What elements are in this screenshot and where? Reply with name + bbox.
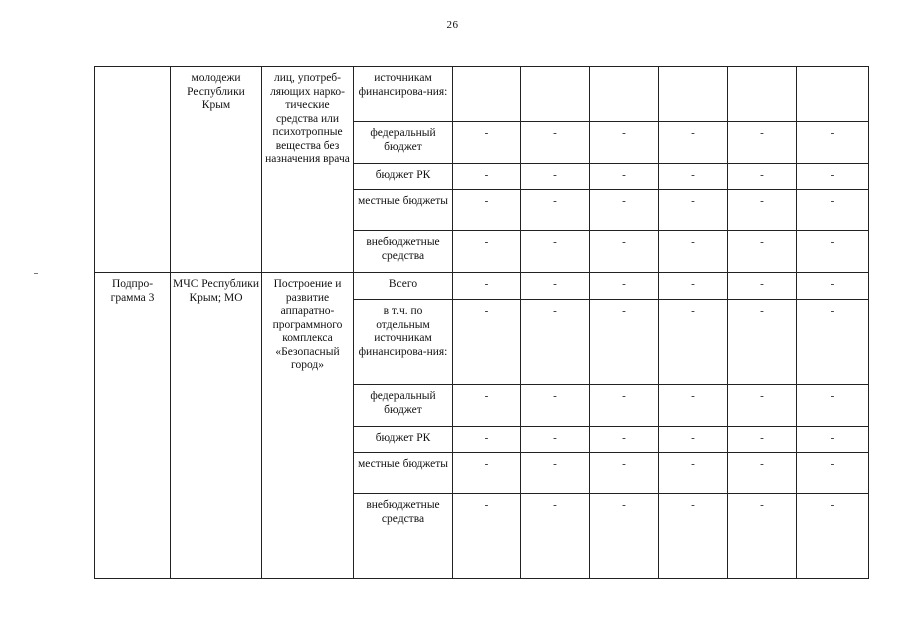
table-row bbox=[95, 67, 869, 122]
value-cell: - bbox=[797, 385, 869, 427]
value-cell: - bbox=[659, 164, 728, 190]
value-cell: - bbox=[590, 273, 659, 300]
value-cell: - bbox=[590, 453, 659, 494]
value-cell: - bbox=[728, 190, 797, 231]
responsible-cell: МЧС Республики Крым; МО bbox=[171, 273, 262, 579]
value-cell bbox=[590, 67, 659, 122]
value-cell: - bbox=[521, 190, 590, 231]
value-cell: - bbox=[797, 427, 869, 453]
table-row bbox=[95, 273, 869, 300]
value-cell: - bbox=[453, 453, 521, 494]
value-cell: - bbox=[453, 427, 521, 453]
value-cell: - bbox=[797, 494, 869, 579]
value-cell: - bbox=[590, 385, 659, 427]
value-cell: - bbox=[521, 231, 590, 273]
source-cell: в т.ч. по отдельным источникам финансирова-ния: bbox=[354, 300, 453, 385]
source-cell: бюджет РК bbox=[354, 164, 453, 190]
value-cell bbox=[453, 67, 521, 122]
responsible-cell: молодежи Республики Крым bbox=[171, 67, 262, 273]
page-number: 26 bbox=[446, 19, 459, 31]
value-cell: - bbox=[453, 385, 521, 427]
value-cell: - bbox=[590, 300, 659, 385]
value-cell: - bbox=[521, 453, 590, 494]
value-cell: - bbox=[659, 190, 728, 231]
source-cell: федеральный бюджет bbox=[354, 385, 453, 427]
value-cell: - bbox=[728, 164, 797, 190]
value-cell: - bbox=[728, 427, 797, 453]
value-cell: - bbox=[659, 427, 728, 453]
value-cell: - bbox=[728, 494, 797, 579]
value-cell: - bbox=[728, 453, 797, 494]
subprogram-name-cell: Подпро-грамма 3 bbox=[95, 273, 171, 579]
value-cell: - bbox=[453, 190, 521, 231]
value-cell: - bbox=[521, 122, 590, 164]
value-cell: - bbox=[521, 164, 590, 190]
source-cell: внебюджетные средства bbox=[354, 494, 453, 579]
value-cell: - bbox=[590, 122, 659, 164]
value-cell: - bbox=[521, 385, 590, 427]
value-cell: - bbox=[521, 427, 590, 453]
value-cell bbox=[521, 67, 590, 122]
value-cell: - bbox=[590, 190, 659, 231]
value-cell: - bbox=[728, 122, 797, 164]
value-cell: - bbox=[659, 122, 728, 164]
value-cell: - bbox=[797, 122, 869, 164]
budget-table bbox=[94, 66, 869, 579]
value-cell: - bbox=[590, 427, 659, 453]
value-cell: - bbox=[797, 164, 869, 190]
value-cell: - bbox=[728, 300, 797, 385]
value-cell: - bbox=[453, 164, 521, 190]
value-cell: - bbox=[590, 494, 659, 579]
value-cell: - bbox=[797, 231, 869, 273]
event-cell: Построение и развитие аппаратно-программного комплекса «Безопасный город» bbox=[262, 273, 354, 579]
value-cell: - bbox=[453, 494, 521, 579]
value-cell: - bbox=[521, 494, 590, 579]
value-cell: - bbox=[797, 300, 869, 385]
subprogram-cell-empty bbox=[95, 67, 171, 273]
value-cell: - bbox=[728, 273, 797, 300]
value-cell: - bbox=[797, 453, 869, 494]
source-cell: местные бюджеты bbox=[354, 453, 453, 494]
value-cell: - bbox=[797, 190, 869, 231]
value-cell: - bbox=[659, 385, 728, 427]
value-cell: - bbox=[728, 385, 797, 427]
value-cell bbox=[797, 67, 869, 122]
source-cell: бюджет РК bbox=[354, 427, 453, 453]
source-cell: федеральный бюджет bbox=[354, 122, 453, 164]
value-cell: - bbox=[659, 273, 728, 300]
margin-mark bbox=[34, 273, 38, 274]
value-cell: - bbox=[659, 494, 728, 579]
source-cell: местные бюджеты bbox=[354, 190, 453, 231]
value-cell: - bbox=[659, 300, 728, 385]
source-cell: источникам финансирова-ния: bbox=[354, 67, 453, 122]
value-cell: - bbox=[453, 300, 521, 385]
value-cell: - bbox=[521, 273, 590, 300]
value-cell: - bbox=[728, 231, 797, 273]
value-cell: - bbox=[453, 273, 521, 300]
value-cell bbox=[659, 67, 728, 122]
value-cell: - bbox=[521, 300, 590, 385]
value-cell: - bbox=[590, 164, 659, 190]
source-cell: Всего bbox=[354, 273, 453, 300]
source-cell: внебюджетные средства bbox=[354, 231, 453, 273]
event-cell: лиц, употреб-ляющих нарко-тические средства или психотропные вещества без назначения врача bbox=[262, 67, 354, 273]
value-cell: - bbox=[590, 231, 659, 273]
value-cell: - bbox=[453, 122, 521, 164]
value-cell: - bbox=[797, 273, 869, 300]
value-cell: - bbox=[453, 231, 521, 273]
value-cell bbox=[728, 67, 797, 122]
value-cell: - bbox=[659, 453, 728, 494]
value-cell: - bbox=[659, 231, 728, 273]
